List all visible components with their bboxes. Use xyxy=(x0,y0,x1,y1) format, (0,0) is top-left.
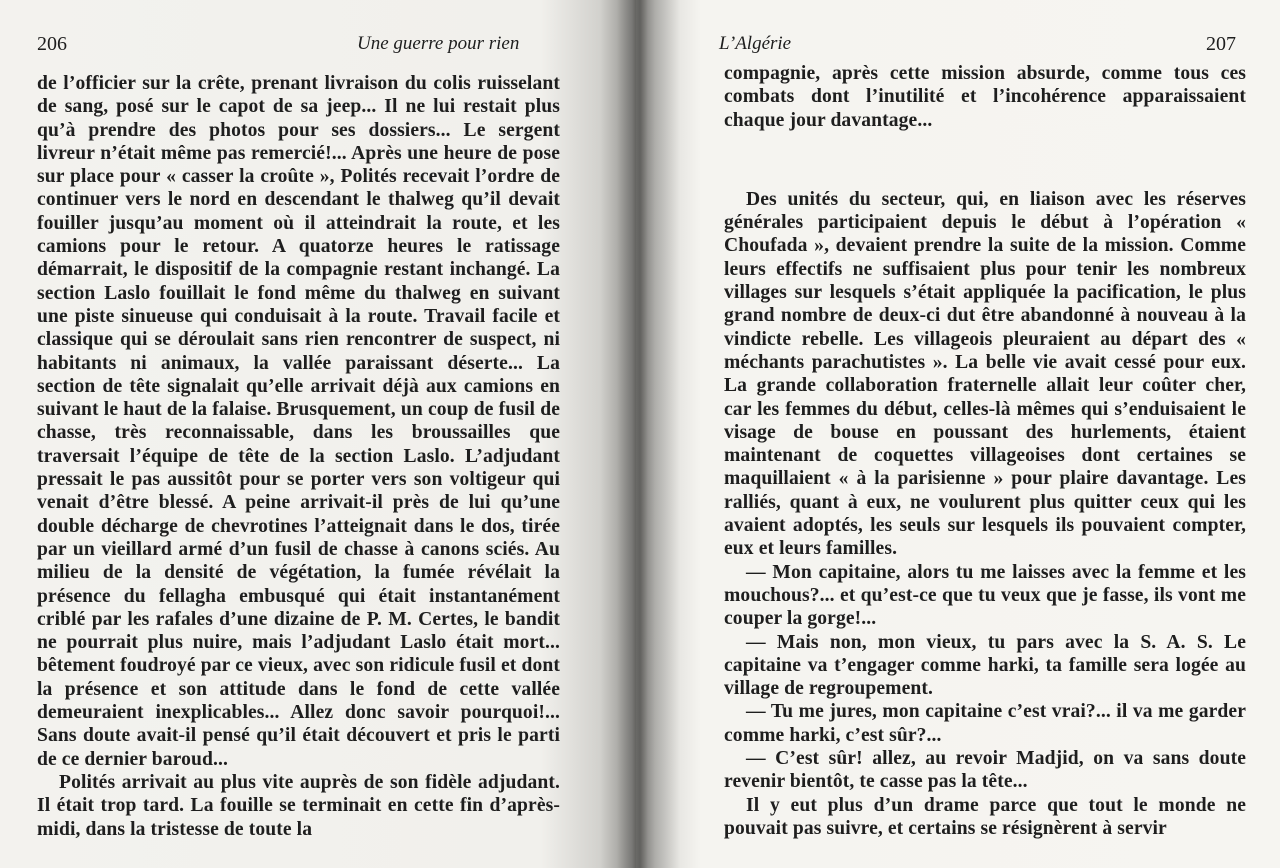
left-page xyxy=(0,0,636,868)
section-break xyxy=(724,132,1246,188)
right-page xyxy=(636,0,1280,868)
dialogue-line-4: — C’est sûr! allez, au revoir Madjid, on va sans doute revenir bientôt, te casse pas la tête... xyxy=(724,748,1246,793)
left-page-body xyxy=(37,72,560,841)
right-paragraph-1: compagnie, après cette mission absurde, comme tous ces combats dont l’inutilité et l’incohérence apparaissaient chaque jour davantage... xyxy=(724,63,1246,131)
left-page-number: 206 xyxy=(37,33,67,55)
dialogue-line-2: — Mais non, mon vieux, tu pars avec la S. A. S. Le capitaine va t’engager comme harki, ta famille sera logée au village de regroupement. xyxy=(724,631,1246,700)
right-paragraph-last: Il y eut plus d’un drame parce que tout le monde ne pouvait pas suivre, et certains se résignèrent à servir xyxy=(724,794,1246,839)
dialogue-line-3: — Tu me jures, mon capitaine c’est vrai?... il va me garder comme harki, c’est sûr?... xyxy=(724,701,1246,746)
right-page-body xyxy=(724,62,1246,840)
right-paragraph-2: Des unités du secteur, qui, en liaison avec les réserves générales participaient depuis le début à l’opération « Choufada », devaient prendre la suite de la mission. Comme leurs effectifs ne suffisaient plus pour tenir les nombreux villages sur lesquels s’était appliquée la pacification, le plus grand nombre de deux-ci dut être abandonné à nouveau à la vindicte rebelle. Les villageois pleuraient au départ des « méchants parachutistes ». La belle vie avait cessé pour eux. La grande collaboration fraternelle allait leur coûter cher, car les femmes du début, celles-là mêmes qui s’enduisaient le visage de bouse en poussant des hurlements, étaient maintenant de coquettes villageoises dont certaines se maquillaient « à la parisienne » pour plaire davantage. Les ralliés, quant à eux, ne voulurent plus quitter ceux qui les avaient adoptés, les seuls sur lesquels ils pouvaient compter, eux et leurs familles. xyxy=(724,188,1246,560)
left-paragraph-2: Polités arrivait au plus vite auprès de son fidèle adjudant. Il était trop tard. La fouille se terminait en cette fin d’après-midi, dans la tristesse de toute la xyxy=(37,771,560,840)
left-running-title: Une guerre pour rien xyxy=(357,33,520,54)
left-paragraph-1: de l’officier sur la crête, prenant livraison du colis ruisselant de sang, posé sur le capot de sa jeep... Il ne lui restait plus qu’à prendre des photos pour ses dossiers... Le sergent livreur n’était même pas remercié!... Après une heure de pose sur place pour « casser la croûte », Polités recevait l’ordre de continuer vers le nord en descendant le thalweg qu’il devait fouiller jusqu’au moment où il atteindrait la route, et les camions pour le retour. A quatorze heures le ratissage démarrait, le dispositif de la compagnie restant inchangé. La section Laslo fouillait le fond même du thalweg en suivant une piste sinueuse qui conduisait à la route. Travail facile et classique qui se déroulait sans rien rencontrer de suspect, ni habitants ni animaux, la vallée paraissant déserte... La section de tête signalait qu’elle arrivait déjà aux camions en suivant le haut de la falaise. Brusquement, un coup de fusil de chasse, très reconnaissable, dans les broussailles que traversait l’équipe de tête de la section Laslo. L’adjudant pressait le pas aussitôt pour se porter vers son voltigeur qui venait d’être blessé. A peine arrivait-il près de lui qu’une double décharge de chevrotines l’atteignait dans le dos, tirée par un vieillard armé d’un fusil de chasse à canons sciés. Au milieu de la densité de végétation, la fumée révélait la présence du fellagha embusqué qui était instantanément criblé par les rafales d’une dizaine de P. M. Certes, le bandit ne pourrait plus nuire, mais l’adjudant Laslo était mort... bêtement foudroyé par ce vieux, avec son ridicule fusil et dont la présence et son attitude dans le fond de cette vallée demeuraient inexplicables... Allez donc savoir pourquoi!... Sans doute avait-il pensé qu’il était découvert et pris le parti de ce dernier baroud... xyxy=(37,73,560,770)
right-running-title: L’Algérie xyxy=(719,33,792,54)
right-page-number: 207 xyxy=(1206,33,1236,55)
dialogue-line-1: — Mon capitaine, alors tu me laisses avec la femme et les mouchous?... et qu’est-ce que tu veux que je fasse, ils vont me couper la gorge!... xyxy=(724,561,1246,630)
